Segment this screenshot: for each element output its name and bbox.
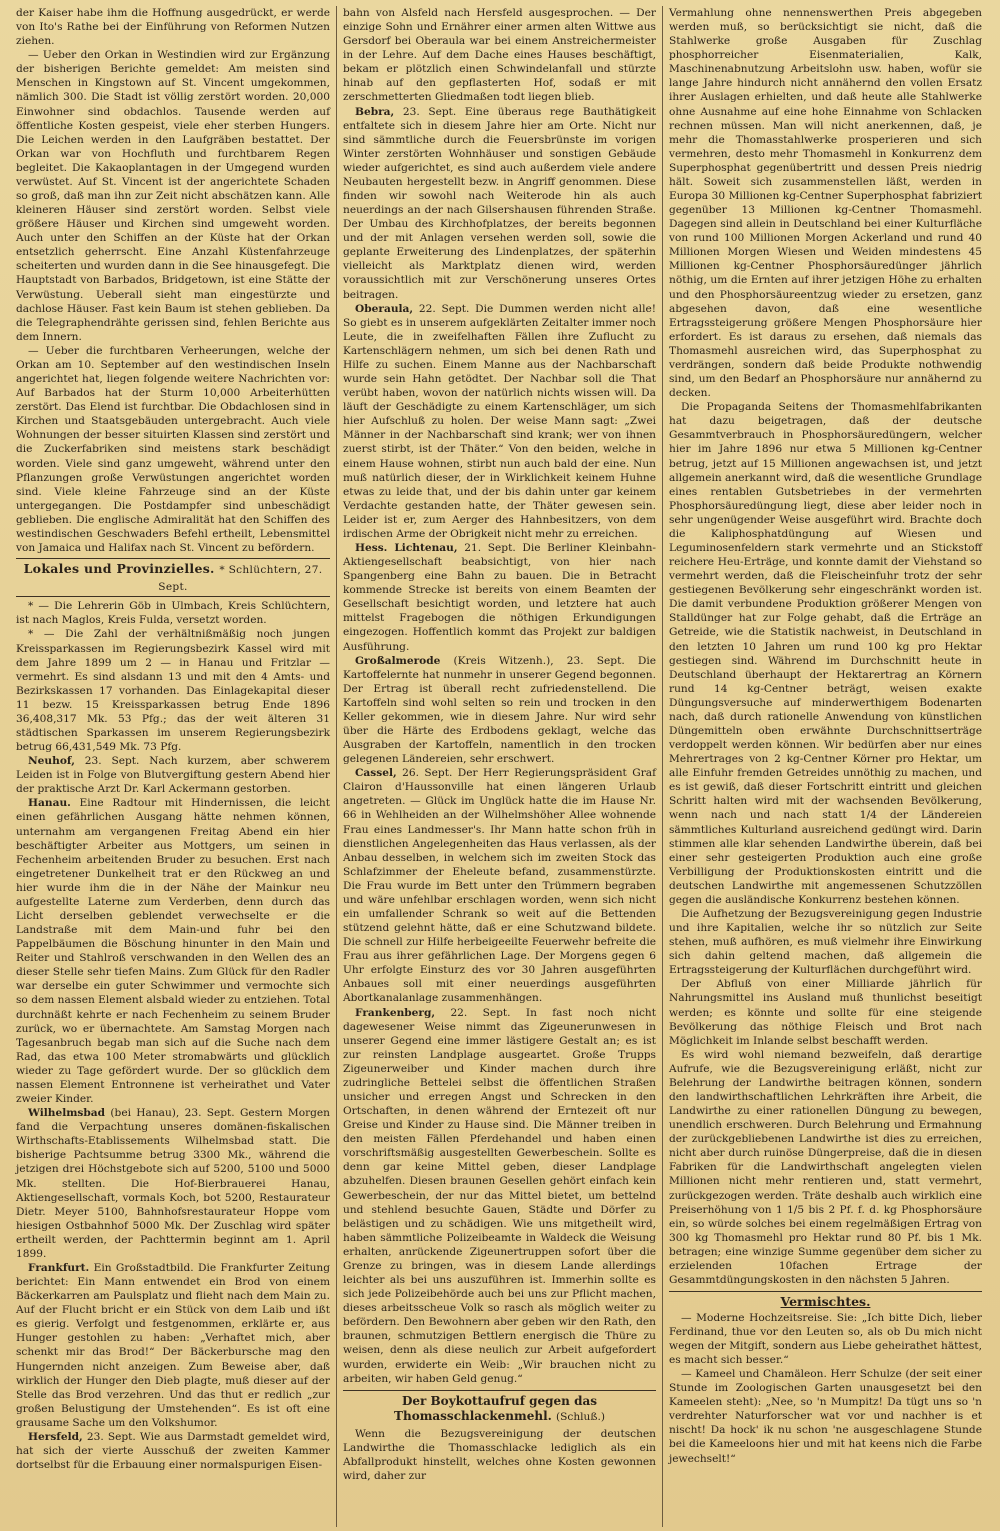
paragraph-text: 23. Sept. Nach kurzem, aber schwerem Leiden ist in Folge von Blutvergiftung gestern Abend hier der praktische Arzt Dr. Karl Ackermann gestorben. <box>16 755 330 796</box>
column-container <box>10 6 992 1527</box>
section-heading <box>16 558 330 597</box>
paragraph: — Moderne Hochzeitsreise. Sie: „Ich bitte Dich, lieber Ferdinand, thue vor den Leuten so, als ob Du mich nicht wegen der Mitgift, sondern aus Liebe geheirathet hättest, es macht sich besser.“ <box>669 1311 982 1366</box>
paragraph: * — Die Zahl der verhältnißmäßig noch jungen Kreissparkassen im Regierungsbezirk Kassel wird mit dem Jahre 1899 um 2 — in Hanau und Fritzlar — vermehrt. Es sind alsdann 13 und mit den 4 Amts- und Bezirkskassen 17 vorhanden. Das Einlagekapital dieser 11 bezw. 15 Kreissparkassen betrug Ende 1896 36,408,317 Mk. 53 Pfg.; das der weit älteren 31 städtischen Sparkassen im unserem Regierungsbezirk betrug 66,431,549 Mk. 73 Pfg. <box>16 628 330 754</box>
place-name: Wilhelmsbad <box>28 1107 106 1120</box>
place-name: Bebra, <box>355 105 395 118</box>
column-2 <box>336 6 662 1527</box>
paragraph: der Kaiser habe ihm die Hoffnung ausgedrückt, er werde von Ito's Rathe bei der Einführung von Reformen Nutzen ziehen. <box>16 7 330 48</box>
place-name: Hanau. <box>28 797 71 810</box>
paragraph-text: 26. Sept. Der Herr Regierungspräsident Graf Clairon d'Haussonville hat einen längeren Urlaub angetreten. — Glück im Unglück hatte die im Hause Nr. 66 in Wehlheiden an der Wilhelmshöher Allee wohnende Frau eines Landmesser's. Ihr Mann hatte schon früh in dienstlichen Angelegenheiten das Haus verlassen, als der Anbau desselben, in welchem sich im zweiten Stock das Schlafzimmer der Eheleute befand, zusammenstürzte. Die Frau wurde im Bett unter den Trümmern begraben und wäre unfehlbar erschlagen worden, wenn sich nicht ein umfallender Schrank so weit auf die Bettenden stützend gelehnt hätte, daß er eine Schutzwand bildete. Die schnell zur Hilfe herbeigeeilte Feuerwehr befreite die Frau aus ihrer gefährlichen Lage. Der Morgens gegen 6 Uhr erfolgte Einsturz des vor 30 Jahren ausgeführten Anbaues soll mit einer neuerdings ausgeführten Abortkanalanlage zusammenhängen. <box>343 767 656 1005</box>
article-title: Der Boykottaufruf gegen das Thomasschlackenmehl. <box>394 1393 597 1423</box>
paragraph <box>343 654 656 767</box>
paragraph <box>343 105 656 302</box>
paragraph: Wenn die Bezugsvereinigung der deutschen Landwirthe die Thomasschlacke lediglich als ein Abfallprodukt hinstellt, welches ohne Kosten gewonnen wird, daher zur <box>343 1427 656 1483</box>
place-name: Frankfurt. <box>28 1261 90 1274</box>
place-name: Neuhof, <box>28 755 75 768</box>
place-name: Oberaula, <box>355 302 414 315</box>
paragraph <box>343 302 656 541</box>
paragraph <box>16 1106 330 1261</box>
place-name: Frankenberg, <box>355 1006 436 1019</box>
place-name: Hersfeld, <box>28 1430 83 1443</box>
paragraph-text: Ein Großstadtbild. Die Frankfurter Zeitung berichtet: Ein Mann entwendet ein Brod von einem Bäckerkarren am Paulsplatz und flieht nach dem Main zu. Auf der Flucht bricht er ein Stück von dem Laib und ißt es gierig. Verfolgt und festgenommen, erklärte er, aus Hunger gestohlen zu haben: „Verhaftet mich, aber schenkt mir das Brod!“ Der Bäckerbursche mag den Hungernden nicht anzeigen. Zum Beweise aber, daß wirklich der Hunger den Dieb plagte, muß dieser auf der Stelle das Brod verzehren. Und das thut er redlich „zur großen Belustigung der Umstehenden“. Es ist oft eine grausame Sache um den Volkshumor. <box>16 1261 330 1429</box>
place-name: Hess. Lichtenau, <box>355 541 458 554</box>
column-1 <box>10 6 336 1527</box>
paragraph: bahn von Alsfeld nach Hersfeld ausgesprochen. — Der einzige Sohn und Ernährer einer armen alten Wittwe aus Gersdorf bei Oberaula war bei einem Anstreichermeister in der Lehre. Auf dem Dache eines Hauses beschäftigt, bekam er plötzlich einen Schwindelanfall und stürzte hinab auf den gepflasterten Hof, sodaß er mit zerschmetterten Gliedmaßen todt liegen blieb. <box>343 7 656 104</box>
paragraph-text: 23. Sept. Wie aus Darmstadt gemeldet wird, hat sich der vierte Ausschuß der zweiten Kammer dortselbst für die Erbauung einer normalspurigen Eisen- <box>16 1430 330 1472</box>
paragraph <box>16 1261 330 1430</box>
paragraph-text: (Kreis Witzenh.), 23. Sept. Die Kartoffelernte hat nunmehr in unserer Gegend begonnen. Der Ertrag ist überall recht zufriedenstellend. Die Kartoffeln sind wohl selten so rein und trocken in den Keller gekommen, wie in diesem Jahre. Nur wird sehr über die Härte des Erdbodens geklagt, welche das Ausgraben der Kartoffeln, namentlich in den trocken gelegenen Ländereien, sehr erschwert. <box>343 654 656 766</box>
paragraph-text: 22. Sept. Die Dummen werden nicht alle! So giebt es in unserem aufgeklärten Zeitalter immer noch Leute, die in zweifelhaften Fällen ihre Zuflucht zu Kartenschlägern nehmen, um sich bei denen Rath und Hilfe zu suchen. Einem Manne aus der Nachbarschaft wurde sein Hahn getödtet. Der Nachbar soll die That verübt haben, wovon der natürlich nichts wissen will. Da läuft der Geschädigte zu einem Kartenschläger, um sich hier Aufschluß zu holen. Der weise Mann sagt: „Zwei Männer in der Nachbarschaft sind krank; wer von ihnen zuerst stirbt, ist der Thäter.“ Von den beiden, welche in einem Hause wohnen, stirbt nun auch bald der eine. Nun muß natürlich dieser, der in Wirklichkeit keinem Huhne etwas zu leide that, und der bis dahin unter gar keinem Verdachte gestanden hatte, der Thäter gewesen sein. Leider ist er, zum Aerger des Hahnbesitzers, von dem irdischen Arme der Obrigkeit nicht mehr zu erreichen. <box>343 302 656 540</box>
paragraph: * — Die Lehrerin Göb in Ulmbach, Kreis Schlüchtern, ist nach Maglos, Kreis Fulda, versetzt worden. <box>16 600 330 627</box>
section-title: Lokales und Provinzielles. <box>23 561 215 577</box>
paragraph: Es wird wohl niemand bezweifeln, daß derartige Aufrufe, wie die Bezugsvereinigung erläßt, nicht zur Belehrung der Landwirthe beitragen können, sondern den landwirthschaftlichen Lehrkräften ihre Arbeit, die Landwirthe zu einer rationellen Düngung zu bewegen, unendlich erschweren. Durch Belehrung und Ermahnung der zurückgebliebenen Landwirthe ist dies zu erreichen, nicht aber durch ruinöse Düngerpreise, daß die in diesen Fabriken für die Landwirthschaft angelegten vielen Millionen nicht mehr rentieren und, statt vermehrt, zurückgezogen werden. Träte deshalb auch wirklich eine Preiserhöhung von 1 1/5 bis 2 Pf. f. d. kg Phosphorsäure ein, so würde solches bei einem regelmäßigen Ertrag von 300 kg Thomasmehl pro Hektar rund 80 Pf. bis 1 Mk. betragen; eine winzige Summe gegenüber dem sicher zu erzielenden 10fachen Ertrage der Gesammtdüngungskosten in den nächsten 5 Jahren. <box>669 1048 982 1287</box>
paragraph-text: Eine Radtour mit Hindernissen, die leicht einen gefährlichen Ausgang hätte nehmen können, unternahm am vergangenen Freitag Abend ein hier beschäftigter Arbeiter aus Mottgers, um seinen in Fechenheim arbeitenden Bruder zu besuchen. Erst nach eingetretener Dunkelheit trat er den Rückweg an und hier wurde ihm die in der Nähe der Mainkur neu aufgestellte Laterne zum Verderben, denn durch das Licht derselben geblendet verwechselte er die Landstraße mit dem Main-und fuhr bei den Pappelbäumen die Böschung hinunter in den Main und Reiter und Stahlroß verschwanden in den Wellen des an dieser Stelle sehr tiefen Mains. Zum Glück für den Radler war derselbe ein guter Schwimmer und vermochte sich so dem nassen Element alsbald wieder zu entziehen. Total durchnäßt kehrte er nach Fechenheim zu seinem Bruder zurück, wo er übernachtete. Am Samstag Morgen nach Tagesanbruch begab man sich auf die Suche nach dem Rad, das etwa 100 Meter stromabwärts und glücklich wieder zu Tage gefördert wurde. Der so glücklich dem nassen Element Entronnene ist verheirathet und Vater zweier Kinder. <box>16 797 330 1106</box>
paragraph <box>343 541 656 654</box>
place-name: Großalmerode <box>355 654 441 667</box>
article-heading <box>343 1390 656 1424</box>
paragraph: Die Aufhetzung der Bezugsvereinigung gegen Industrie und ihre Kapitalien, welche ihr so nützlich zur Seite stehen, muß aufhören, es muß vielmehr ihre Einwirkung sich dahin geltend machen, daß allgemein die Ertragssteigerung der Kulturflächen durchgeführt wird. <box>669 908 982 977</box>
column-3 <box>662 6 988 1527</box>
paragraph-text: 23. Sept. Eine überaus rege Bauthätigkeit entfaltete sich in diesem Jahre hier am Orte. Nicht nur sind sämmtliche durch die Feuersbrünste im vorigen Winter zerstörten Wohnhäuser und sonstigen Gebäude wieder aufgerichtet, es sind auch außerdem viele andere Neubauten hergestellt bezw. in Angriff genommen. Diese finden wir sowohl nach Weiterode hin als auch neuerdings an der nach Gilsershausen führenden Straße. Der Umbau des Kirchhofplatzes, der bereits begonnen und der mit Anlagen versehen werden soll, sowie die geplante Erweiterung des Lindenplatzes, der späterhin vielleicht als Marktplatz dienen wird, werden voraussichtlich mit zur Verschönerung unseres Ortes beitragen. <box>343 105 657 301</box>
paragraph: Vermahlung ohne nennenswerthen Preis abgegeben werden muß, so berücksichtigt sie nicht, daß die Stahlwerke große Ausgaben für Zuschlag phosphorreicher Eisenmaterialien, Kalk, Maschinenabnutzung Arbeitslohn usw. haben, wofür sie lange Jahre hindurch nicht annähernd den vollen Ersatz ihrer Auslagen erhielten, und daß heute alle Stahlwerke ohne Ausnahme auf eine hohe Einnahme von Schlacken rechnen müssen. Man will nicht anerkennen, daß, je mehr die Thomasstahlwerke prosperieren und sich vermehren, desto mehr Thomasmehl in Konkurrenz dem Superphosphat gegenübertritt und dessen Preis niedrig hält. Soweit sich zusammenstellen läßt, werden in Europa 30 Millionen kg-Centner Superphosphat fabriziert gegenüber 13 Millionen kg-Centner Thomasmehl. Dagegen sind allein in Deutschland bei einer Kulturfläche von rund 100 Millionen Morgen Ackerland und rund 40 Millionen Morgen Wiesen und Weiden mindestens 45 Millionen kg-Centner Phosphorsäuredünger jährlich nöthig, um die Ernten auf ihrer jetzigen Höhe zu erhalten und den Phosphorsäureentzug wieder zu ersetzen, ganz abgesehen davon, daß eine wesentliche Ertragssteigerung größere Mengen Phosphorsäure hier erfordert. Es ist daraus zu ersehen, daß niemals das Thomasmehl ausreichen wird, das Superphosphat zu verdrängen, sondern daß beide Produkte nothwendig sind, um den Bedarf an Phosphorsäure nur annähernd zu decken. <box>669 7 982 400</box>
place-name: Cassel, <box>355 767 397 780</box>
paragraph-text: (bei Hanau), 23. Sept. Gestern Morgen fand die Verpachtung unseres domänen-fiskalischen Wirthschafts-Etablissements Wilhelmsbad statt. Die bisherige Pachtsumme betrug 3300 Mk., während die jetzigen drei Höchstgebote sich auf 5200, 5100 und 5000 Mk. stellten. Die Hof-Bierbrauerei Hanau, Aktiengesellschaft, vormals Koch, bot 5200, Restaurateur Dietr. Meyer 5100, Bahnhofsrestaurateur Hoppe vom hiesigen Ostbahnhof 5000 Mk. Der Zuschlag wird später ertheilt werden, der Pachttermin beginnt am 1. April 1899. <box>16 1107 331 1260</box>
section-dateline: * Schlüchtern, 27. Sept. <box>158 564 323 593</box>
paragraph-text: 21. Sept. Die Berliner Kleinbahn-Aktiengesellschaft beabsichtigt, von hier nach Spangenberg eine Bahn zu bauen. Die in Betracht kommende Strecke ist bereits von einem Beamten der Gesellschaft besichtigt worden, und letztere hat auch mittelst Fragebogen die nöthigen Erkundigungen eingezogen. Hoffentlich kommt das Projekt zur baldigen Ausführung. <box>343 541 656 653</box>
paragraph: Die Propaganda Seitens der Thomasmehlfabrikanten hat dazu beigetragen, daß der deutsche Gesammtverbrauch in Phosphorsäuredüngern, welcher hier im Jahre 1896 nur etwa 5 Millionen kg-Centner betrug, jetzt auf 15 Millionen angewachsen ist, und jetzt allgemein anerkannt wird, daß die wesentliche Grundlage eines rentablen Gutsbetriebes in der vermehrten Phosphorsäuredüngung liegt, diese aber leider noch in sehr ungenügender Weise ausgeführt wird. Brachte doch die Kaliphosphatdüngung auf Wiesen und Leguminosenfeldern stark vermehrte und an Stickstoff reichere Heu-Erträge, und konnte damit der Viehstand so vermehrt werden, daß die Fleischeinfuhr trotz der sehr gestiegenen Bevölkerung sehr eingeschränkt worden ist. Die damit verbundene Produktion größerer Mengen von Stalldünger hat zur Folge gehabt, daß die Erträge an Getreide, wie die Statistik nachweist, in Deutschland in den letzten 10 Jahren um rund 100 kg pro Hektar gestiegen sind. Während im Durchschnitt heute in Deutschland überhaupt der Hektarertrag an Körnern rund 14 kg-Centner beträgt, weisen exakte Düngungsversuche auf minderwerthigem Bodenarten nach, daß durch rationelle Anwendung von künstlichen Düngemitteln oben erwähnte Durchschnittserträge verdoppelt werden können. Wir bedürfen aber nur eines Mehrertrages von 2 kg-Centner Körner pro Hektar, um alle Einfuhr fremden Getreides unnöthig zu machen, und es ist gewiß, daß dieser Fortschritt eintritt und gleichen Schritt halten wird mit der wachsenden Bevölkerung, wenn nach und nach statt 1/4 der Ländereien sämmtliches Kulturland ausreichend gedüngt wird. Darin stimmen alle klar sehenden Landwirthe überein, daß bei einer sehr gesteigerten Produktion auch eine große Verbilligung der Produktionskosten eintritt und die deutschen Landwirthe mit angemessenen Schutzzöllen gegen die ausländische Konkurrenz bestehen können. <box>669 401 982 906</box>
misc-section-title: Vermischtes. <box>669 1291 982 1311</box>
paragraph: Der Abfluß von einer Milliarde jährlich für Nahrungsmittel ins Ausland muß thunlichst beseitigt werden; es könnte und sollte für eine steigende Bevölkerung das nöthige Fleisch und Brot nach Möglichkeit im Inlande selbst beschafft werden. <box>669 978 982 1047</box>
paragraph: — Ueber den Orkan in Westindien wird zur Ergänzung der bisherigen Berichte gemeldet: Am meisten sind Menschen in Kingstown auf St. Vincent umgekommen, nämlich 300. Die Stadt ist völlig zerstört worden. 20,000 Einwohner sind obdachlos. Tausende werden auf öffentliche Kosten gespeist, viele eher sterben Hungers. Die Leichen werden in den Laufgräben bestattet. Der Orkan war von Hochfluth und furchtbarem Regen begleitet. Die Kakaoplantagen in der Umgegend wurden verwüstet. Auf St. Vincent ist der angerichtete Schaden so groß, daß man ihn zur Zeit nicht abschätzen kann. Alle kleineren Häuser sind zerstört worden. Selbst viele größere Häuser und Kirchen sind umgeweht worden. Auch unter den Schiffen an der Küste hat der Orkan entsetzlich geherrscht. Eine Anzahl Küstenfahrzeuge scheiterten und wurden dann in die See hinausgefegt. Die Hauptstadt von Barbados, Bridgetown, ist eine Stätte der Verwüstung. Ueberall sieht man eingestürzte und dachlose Häuser. Fast kein Baum ist stehen geblieben. Da die Telegraphendrähte gerissen sind, fehlen Berichte aus dem Innern. <box>16 49 330 343</box>
paragraph <box>16 1430 330 1472</box>
paragraph-text: 22. Sept. In fast noch nicht dagewesener Weise nimmt das Zigeunerunwesen in unserer Gegend eine immer lästigere Gestalt an; es ist zur reinsten Landplage ausgeartet. Große Trupps Zigeunerweiber und Kinder machen durch ihre zudringliche Bettelei selbst die öffentlichen Straßen unsicher und erregen Angst und Schrecken in den Ortschaften, in denen während der Erntezeit oft nur Greise und Kinder zu Hause sind. Die Männer treiben in den meisten Fällen Pferdehandel und haben einen vorschriftsmäßig ausgestellten Gewerbeschein. Sollte es denn gar keine Mittel geben, dieser Landplage abzuhelfen. Diesen braunen Gesellen gehört einfach kein Gewerbeschein, der nur das Mittel bietet, um bettelnd und stehlend besuchte Gauen, Städte und Dörfer zu belästigen und zu schädigen. Wie uns mitgetheilt wird, haben sämmtliche Polizeibeamte in Waldeck die Weisung erhalten, anrückende Zigeunertruppen sofort über die Grenze zu bringen, was in diesem Lande allerdings leichter als bei uns auszuführen ist. Immerhin sollte es sich jede Polizeibehörde auch bei uns zur Pflicht machen, dieses arbeitsscheue Volk so rasch als möglich weiter zu befördern. Den Bewohnern aber geben wir den Rath, den braunen, schmutzigen Bettlern energisch die Thüre zu weisen, denn als diese neulich zur Arbeit aufgefordert wurden, erwiderte ein Weib: „Wir brauchen nicht zu arbeiten, wir haben Geld genug.“ <box>343 1006 656 1385</box>
paragraph <box>16 754 330 796</box>
article-note: (Schluß.) <box>556 1410 605 1423</box>
paragraph: — Ueber die furchtbaren Verheerungen, welche der Orkan am 10. September auf den westindischen Inseln angerichtet hat, liegen folgende weitere Nachrichten vor: Auf Barbados hat der Sturm 10,000 Arbeiterhütten zerstört. Das Elend ist furchtbar. Die Obdachlosen sind in Kirchen und Staatsgebäuden untergebracht. Auch viele Wohnungen der besser situirten Klassen sind zerstört und die Zuckerfabriken sind meistens stark beschädigt worden. Viele sind ganz umgeweht, während unter den Pflanzungen große Verwüstungen angerichtet worden sind. Viele kleine Fahrzeuge sind an der Küste untergegangen. Die Postdampfer sind unbeschädigt geblieben. Die englische Admiralität hat den Schiffen des westindischen Geschwaders Befehl ertheilt, Lebensmittel von Jamaica und Halifax nach St. Vincent zu befördern. <box>16 344 330 554</box>
paragraph <box>343 1006 656 1386</box>
paragraph: — Kameel und Chamäleon. Herr Schulze (der seit einer Stunde im Zoologischen Garten unausgesetzt bei den Kameelen steht): „Nee, so 'n Mumpitz! Da tügt uns so 'n verdrehter Naturforscher wat vor und nachher is et nischt! Da hock' ik nu schon 'ne ausgeschlagene Stunde bei die Kameeloons hier und mit hat keens nich die Farbe jewechselt!“ <box>669 1368 982 1465</box>
paragraph <box>343 766 656 1005</box>
paragraph <box>16 796 330 1106</box>
